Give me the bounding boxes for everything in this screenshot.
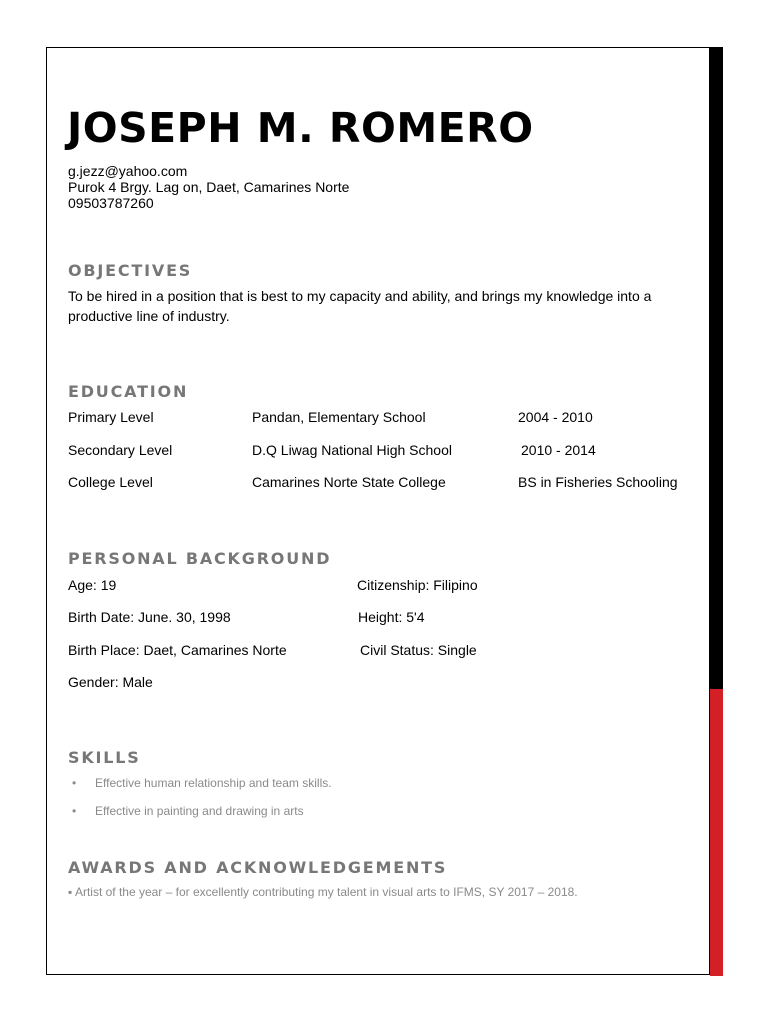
list-item — [68, 885, 578, 899]
personal-height: Height: 5'4 — [358, 609, 425, 625]
contact-address: Purok 4 Brgy. Lag on, Daet, Camarines Norte — [68, 179, 350, 195]
objectives-text: To be hired in a position that is best to my capacity and ability, and brings my knowledge into a productive line of industry. — [68, 288, 652, 324]
list-item — [72, 804, 304, 818]
skills-heading: SKILLS — [68, 748, 141, 767]
education-level: Primary Level — [68, 409, 154, 425]
side-bar-black — [710, 47, 723, 689]
side-bar-red — [710, 689, 723, 976]
education-school: D.Q Liwag National High School — [252, 442, 452, 458]
personal-civil-status: Civil Status: Single — [360, 642, 477, 658]
contact-email: g.jezz@yahoo.com — [68, 163, 188, 179]
education-school: Pandan, Elementary School — [252, 409, 426, 425]
objectives-heading: OBJECTIVES — [68, 261, 193, 280]
personal-gender: Gender: Male — [68, 674, 153, 690]
contact-phone: 09503787260 — [68, 195, 154, 211]
personal-birth-date: Birth Date: June. 30, 1998 — [68, 609, 231, 625]
list-item — [72, 776, 332, 790]
education-years: 2010 - 2014 — [521, 442, 596, 458]
personal-citizenship: Citizenship: Filipino — [357, 577, 478, 593]
education-level: Secondary Level — [68, 442, 173, 458]
awards-heading: AWARDS AND ACKNOWLEDGEMENTS — [68, 858, 448, 877]
education-heading: EDUCATION — [68, 382, 189, 401]
personal-background-heading: PERSONAL BACKGROUND — [68, 549, 332, 568]
skill-text: Effective human relationship and team skills. — [95, 776, 332, 790]
bullet-icon: • — [72, 776, 77, 790]
award-text: Artist of the year – for excellently contributing my talent in visual arts to IFMS, SY 2017 – 2018. — [74, 885, 578, 899]
skill-text: Effective in painting and drawing in arts — [95, 804, 304, 818]
bullet-icon: ▪ — [68, 885, 73, 899]
education-course: BS in Fisheries Schooling — [518, 474, 678, 490]
personal-birth-place: Birth Place: Daet, Camarines Norte — [68, 642, 287, 658]
contact-block — [68, 163, 349, 211]
bullet-icon: • — [72, 804, 77, 818]
personal-age: Age: 19 — [68, 577, 117, 593]
education-years: 2004 - 2010 — [518, 409, 593, 425]
education-school: Camarines Norte State College — [252, 474, 446, 490]
education-level: College Level — [68, 474, 153, 490]
applicant-name: JOSEPH M. ROMERO — [67, 104, 534, 152]
